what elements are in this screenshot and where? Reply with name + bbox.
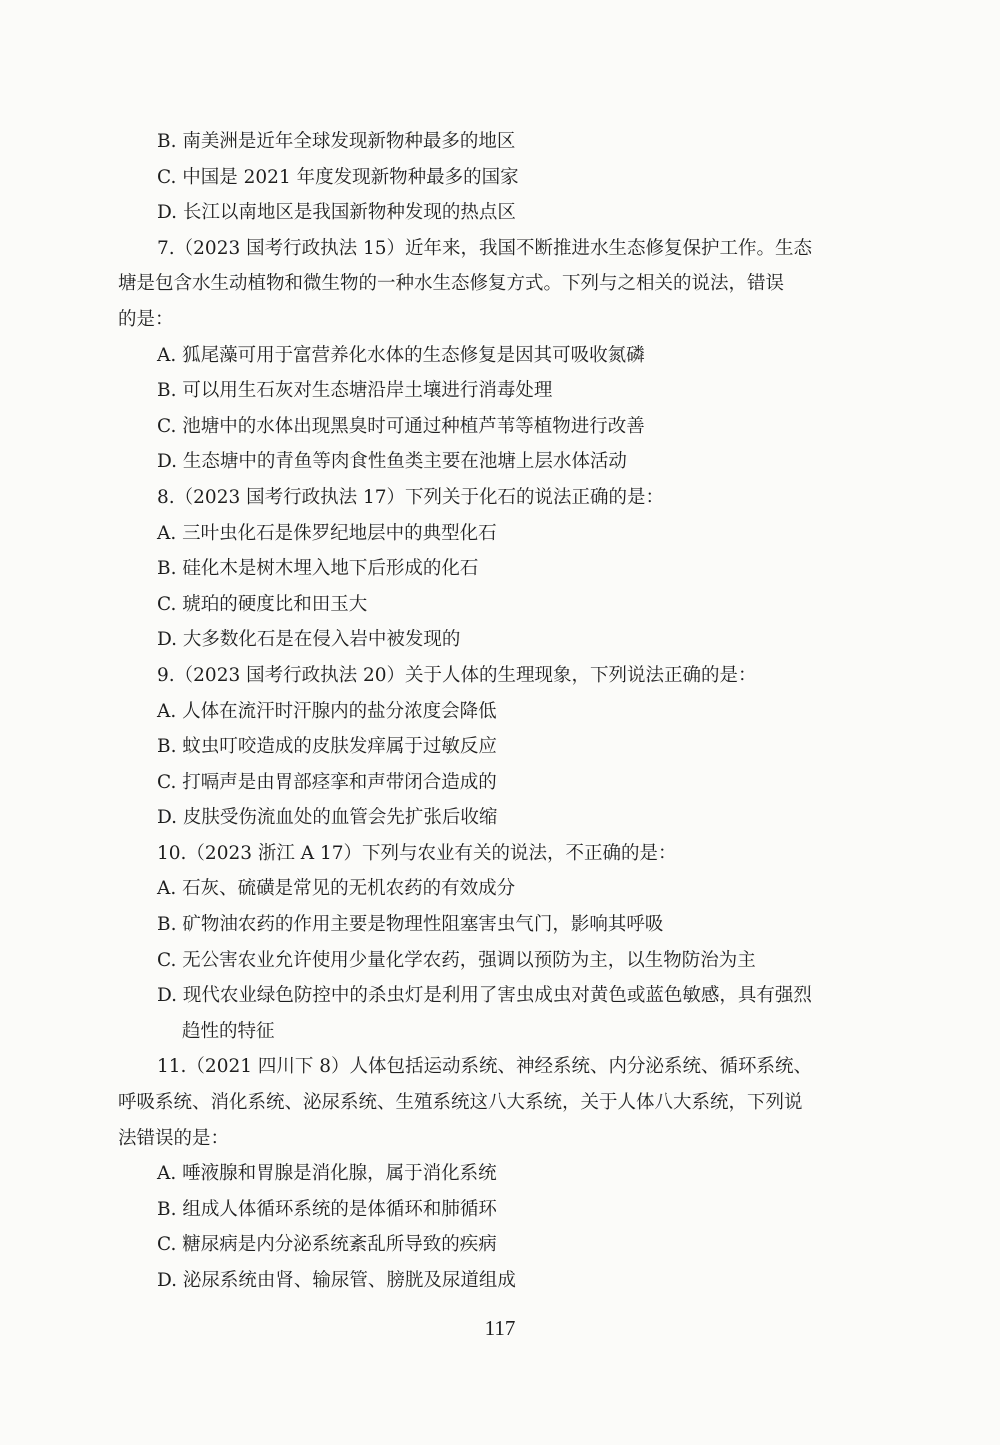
question-11-stem: 11.（2021 四川下 8）人体包括运动系统、神经系统、内分泌系统、循环系统、: [157, 1056, 813, 1078]
option-line: A. 人体在流汗时汗腺内的盐分浓度会降低: [157, 700, 497, 722]
option-line: D. 泌尿系统由肾、输尿管、膀胱及尿道组成: [157, 1270, 516, 1291]
option-line: D. 皮肤受伤流血处的血管会先扩张后收缩: [157, 807, 498, 829]
question-9-stem: 9.（2023 国考行政执法 20）关于人体的生理现象，下列说法正确的是：: [157, 664, 757, 686]
option-line: C. 糖尿病是内分泌系统紊乱所导致的疾病: [157, 1234, 497, 1256]
question-8-stem: 8.（2023 国考行政执法 17）下列关于化石的说法正确的是：: [157, 486, 665, 508]
option-line: C. 琥珀的硬度比和田玉大: [157, 593, 368, 615]
question-7-stem-cont: 塘是包含水生动植物和微生物的一种水生态修复方式。下列与之相关的说法，错误: [118, 273, 785, 295]
option-line: B. 硅化木是树木埋入地下后形成的化石: [157, 558, 479, 580]
question-text-block: [118, 124, 863, 1299]
page-number: 117: [484, 1316, 516, 1340]
option-line: D. 长江以南地区是我国新物种发现的热点区: [157, 202, 516, 224]
option-line: A. 狐尾藻可用于富营养化水体的生态修复是因其可吸收氮磷: [157, 344, 645, 366]
question-11-stem-cont: 法错误的是：: [118, 1127, 230, 1149]
option-line: B. 可以用生石灰对生态塘沿岸土壤进行消毒处理: [157, 380, 553, 402]
option-line: D. 现代农业绿色防控中的杀虫灯是利用了害虫成虫对黄色或蓝色敏感，具有强烈: [157, 985, 812, 1007]
option-line: A. 唾液腺和胃腺是消化腺，属于消化系统: [157, 1163, 497, 1185]
question-7-stem-cont: 的是：: [118, 308, 174, 330]
option-line: C. 中国是 2021 年度发现新物种最多的国家: [157, 166, 519, 188]
option-line-cont: 趋性的特征: [182, 1020, 275, 1042]
question-11-stem-cont: 呼吸系统、消化系统、泌尿系统、生殖系统这八大系统，关于人体八大系统，下列说: [118, 1092, 803, 1114]
option-line: A. 三叶虫化石是侏罗纪地层中的典型化石: [157, 522, 497, 544]
option-line: C. 无公害农业允许使用少量化学农药，强调以预防为主，以生物防治为主: [157, 949, 756, 971]
option-line: D. 大多数化石是在侵入岩中被发现的: [157, 629, 461, 651]
question-10-stem: 10.（2023 浙江 A 17）下列与农业有关的说法，不正确的是：: [157, 842, 677, 864]
option-line: B. 蚊虫叮咬造成的皮肤发痒属于过敏反应: [157, 736, 497, 758]
option-line: B. 矿物油农药的作用主要是物理性阻塞害虫气门，影响其呼吸: [157, 914, 664, 936]
option-line: A. 石灰、硫磺是常见的无机农药的有效成分: [157, 878, 516, 900]
option-line: D. 生态塘中的青鱼等肉食性鱼类主要在池塘上层水体活动: [157, 451, 627, 473]
option-line: C. 池塘中的水体出现黑臭时可通过种植芦苇等植物进行改善: [157, 415, 645, 437]
question-7-stem: 7.（2023 国考行政执法 15）近年来，我国不断推进水生态修复保护工作。生态: [157, 237, 813, 259]
option-line: C. 打嗝声是由胃部痉挛和声带闭合造成的: [157, 771, 497, 793]
option-line: B. 南美洲是近年全球发现新物种最多的地区: [157, 131, 516, 152]
option-line: B. 组成人体循环系统的是体循环和肺循环: [157, 1198, 497, 1220]
